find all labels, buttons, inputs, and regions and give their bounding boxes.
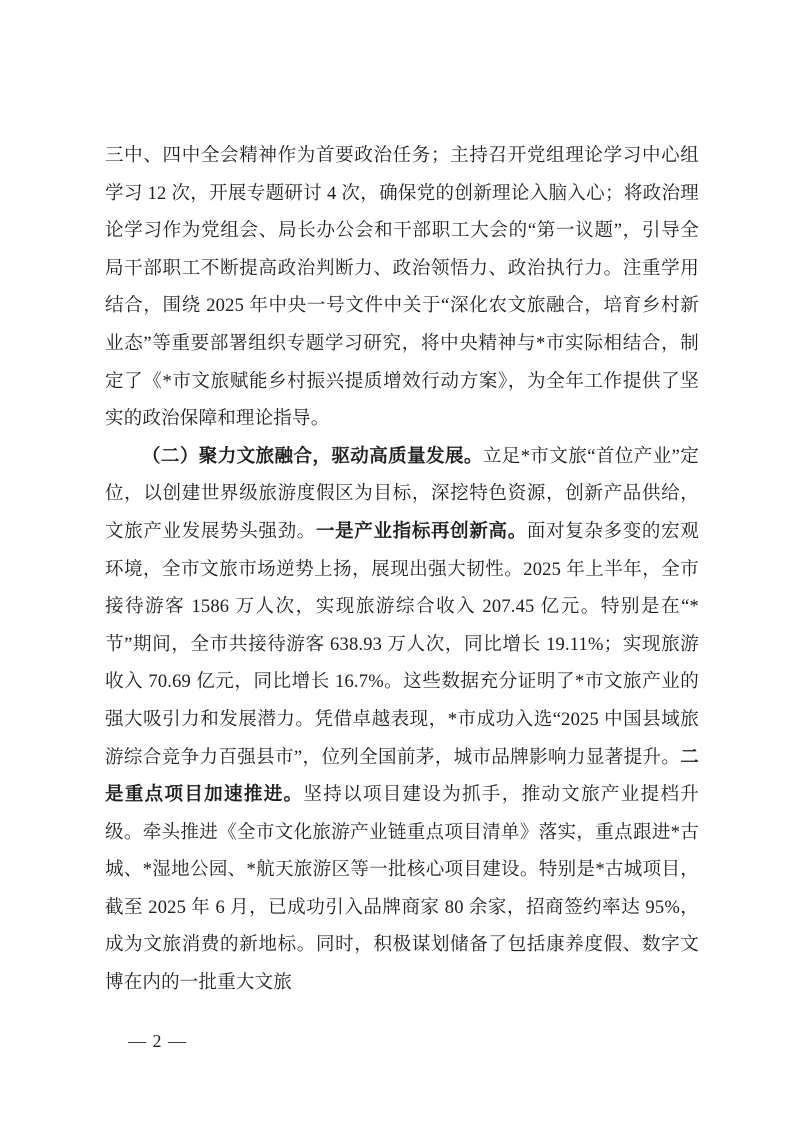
- document-body: [105, 138, 699, 1003]
- paragraph: [105, 138, 699, 439]
- emphasis-text-run: （二）聚力文旅融合，驱动高质量发展。: [142, 446, 483, 467]
- page-footer: [128, 1028, 187, 1054]
- body-text-run: 三中、四中全会精神作为首要政治任务；主持召开党组理论学习中心组学习 12 次，开展专题研讨 4 次，确保党的创新理论入脑入心；将政治理论学习作为党组会、局长办公会和干部职工大会的“第一议题”，引导全局干部职工不断提高政治判断力、政治领悟力、政治执行力。注重学用结合，围绕 2025 年中央一号文件中关于“深化农文旅融合，培育乡村新业态”等重要部署组织专题学习研究，将中央精神与*市实际相结合，制定了《*市文旅赋能乡村振兴提质增效行动方案》，为全年工作提供了坚实的政治保障和理论指导。: [105, 146, 699, 430]
- paragraph: [105, 439, 699, 1003]
- emphasis-text-run: 一是产业指标再创新高。: [315, 521, 527, 542]
- body-text-run: 坚持以项目建设为抓手，推动文旅产业提档升级。牵头推进《全市文化旅游产业链重点项目清单》落实，重点跟进*古城、*湿地公园、*航天旅游区等一批核心项目建设。特别是*古城项目，截至 2025 年 6 月，已成功引入品牌商家 80 余家，招商签约率达 95%，成为文旅消费的新地标。同时，积极谋划储备了包括康养度假、数字文博在内的一批重大文旅: [105, 785, 699, 994]
- body-text-run: 立足*市文旅“首位产业”定位，以创建世界级旅游度假区为目标，深挖特色资源，创新产品供给，文旅产业发展势头强劲。: [105, 446, 699, 542]
- page-number: — 2 —: [128, 1031, 187, 1051]
- emphasis-text-run: 二是重点项目加速推进。: [105, 747, 699, 806]
- body-text-run: 面对复杂多变的宏观环境，全市文旅市场逆势上扬，展现出强大韧性。2025 年上半年，全市接待游客 1586 万人次，实现旅游综合收入 207.45 亿元。特别是在“*节”期间，全市共接待游客 638.93 万人次，同比增长 19.11%；实现旅游收入 70.69 亿元，同比增长 16.7%。这些数据充分证明了*市文旅产业的强大吸引力和发展潜力。凭借卓越表现，*市成功入选“2025 中国县域旅游综合竞争力百强县市”，位列全国前茅，城市品牌影响力显著提升。: [105, 521, 699, 768]
